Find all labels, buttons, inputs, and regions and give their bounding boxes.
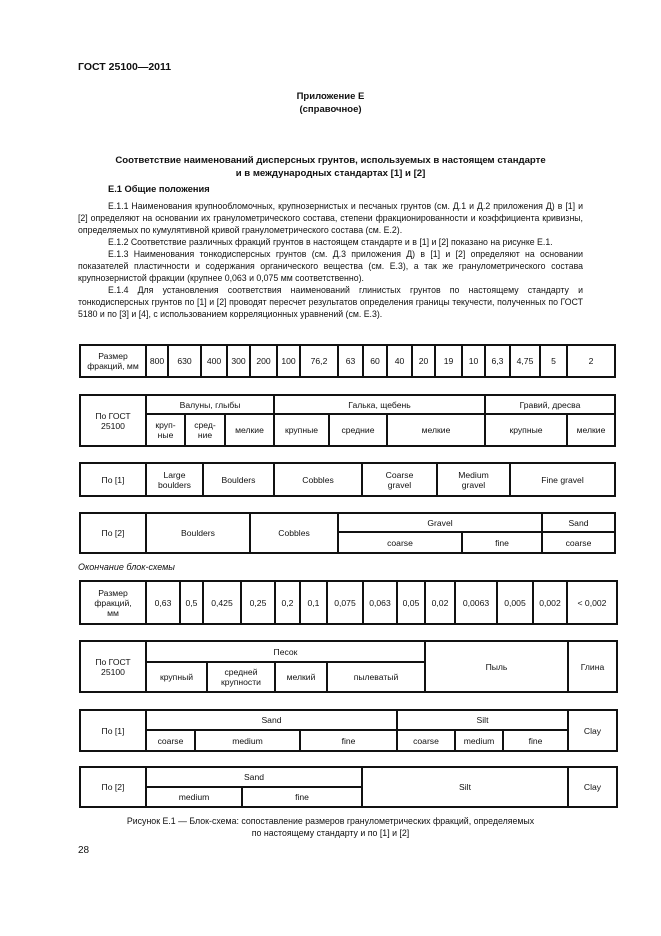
group-cell: Валуны, глыбы (145, 394, 275, 415)
row-label: По [2] (79, 766, 147, 808)
size-cell: 0,002 (532, 580, 568, 625)
size-cell: 0,5 (179, 580, 204, 625)
size-cell: 5 (539, 344, 568, 378)
size-cell: 0,425 (202, 580, 242, 625)
subgroup-cell: крупный (145, 661, 208, 693)
fraction-cell: Large boulders (145, 462, 204, 497)
size-cell: 0,2 (274, 580, 301, 625)
fraction-cell: Fine gravel (509, 462, 616, 497)
paragraphs (78, 200, 583, 320)
size-cell: 60 (362, 344, 388, 378)
row-label: По [1] (79, 709, 147, 752)
subgroup-cell: fine (461, 531, 543, 554)
size-cell: 6,3 (484, 344, 511, 378)
group-cell: Глина (567, 640, 618, 693)
size-cell: 19 (434, 344, 463, 378)
size-cell: 0,005 (496, 580, 534, 625)
paragraph: Е.1.2 Соответствие различных фракций грунтов в настоящем стандарте и в [1] и [2] показано на рисунке Е.1. (108, 237, 553, 247)
continuation-label: Окончание блок-схемы (78, 562, 175, 572)
group-cell: Sand (541, 512, 616, 533)
size-cell: 100 (276, 344, 301, 378)
subgroup-cell: medium (454, 729, 504, 752)
group-cell: Gravel (337, 512, 543, 533)
size-cell: 300 (226, 344, 251, 378)
subgroup-cell: coarse (541, 531, 616, 554)
figure-caption (78, 815, 583, 839)
paragraph: Е.1.3 Наименования тонкодисперсных грунтов (см. Д.3 приложения Д) в [1] и [2] определяют на основании показателей пластичности и содержания органического вещества (см. Е.3), а так же гранулометрического состава крупнозернистой фракции (крупнее 0,063 и 0,075 мм соответственно). (78, 249, 583, 283)
page-number: 28 (78, 845, 90, 856)
fraction-cell: Coarse gravel (361, 462, 438, 497)
subgroup-cell: мелкие (566, 413, 616, 447)
size-cell: 10 (461, 344, 486, 378)
subgroup-cell: крупные (273, 413, 330, 447)
size-cell: 0,02 (424, 580, 456, 625)
caption-line-2: по настоящему стандарту и по [1] и [2] (251, 828, 410, 838)
fraction-cell: Cobbles (273, 462, 363, 497)
group-cell: Галька, щебень (273, 394, 486, 415)
size-cell: 0,63 (145, 580, 181, 625)
row-label: По ГОСТ 25100 (79, 394, 147, 447)
size-cell: < 0,002 (566, 580, 618, 625)
size-cell: 400 (200, 344, 228, 378)
size-cell: 4,75 (509, 344, 541, 378)
size-cell: 40 (386, 344, 413, 378)
size-cell: 0,05 (396, 580, 426, 625)
row-label: По [2] (79, 512, 147, 554)
subgroup-cell: мелкий (274, 661, 328, 693)
subgroup-cell: средние (328, 413, 388, 447)
section-title-line-1: Соответствие наименований дисперсных грунтов, используемых в настоящем стандарте (115, 155, 546, 166)
size-cell: 0,075 (326, 580, 364, 625)
caption-line-1: Рисунок Е.1 — Блок-схема: сопоставление размеров гранулометрических фракций, определяемых (126, 816, 535, 826)
row-label: По [1] (79, 462, 147, 497)
size-cell: 20 (411, 344, 436, 378)
subgroup-cell: сред- ние (184, 413, 226, 447)
size-cell: 0,063 (362, 580, 398, 625)
group-cell: Sand (145, 709, 398, 731)
group-cell: Гравий, дресва (484, 394, 616, 415)
appendix-subtitle: (справочное) (299, 104, 362, 115)
section-title-line-2: и в международных стандартах [1] и [2] (235, 168, 426, 179)
size-cell: 0,0063 (454, 580, 498, 625)
paragraph: Е.1.1 Наименования крупнообломочных, крупнозернистых и песчаных грунтов (см. Д.1 и Д.2 приложения Д) в [1] и [2] определяют на основании их гранулометрического состава, степени фракционированности и коэффициента кривизны, определяемых по кумулятивной кривой гранулометрического состава (см. Е.2). (78, 201, 583, 235)
subgroup-cell: круп- ные (145, 413, 186, 447)
document-code: ГОСТ 25100—2011 (78, 61, 172, 73)
subgroup-cell: coarse (396, 729, 456, 752)
size-cell: 200 (249, 344, 278, 378)
subgroup-cell: medium (194, 729, 301, 752)
row-label: По ГОСТ 25100 (79, 640, 147, 693)
subgroup-cell: coarse (337, 531, 463, 554)
size-cell: 0,25 (240, 580, 276, 625)
subgroup-cell: мелкие (224, 413, 275, 447)
subsection-heading: Е.1 Общие положения (108, 184, 210, 194)
size-cell: 76,2 (299, 344, 339, 378)
subgroup-cell: крупные (484, 413, 568, 447)
row-label: Размер фракций, мм (79, 580, 147, 625)
section-title (78, 154, 583, 180)
subgroup-cell: medium (145, 786, 243, 808)
group-cell: Silt (396, 709, 569, 731)
subgroup-cell: fine (241, 786, 363, 808)
fraction-cell: Cobbles (249, 512, 339, 554)
group-cell: Clay (567, 709, 618, 752)
size-cell: 0,1 (299, 580, 328, 625)
subgroup-cell: fine (299, 729, 398, 752)
subgroup-cell: coarse (145, 729, 196, 752)
size-cell: 800 (145, 344, 169, 378)
group-cell: Песок (145, 640, 426, 663)
group-cell: Пыль (424, 640, 569, 693)
row-label: Размер фракций, мм (79, 344, 147, 378)
paragraph: Е.1.4 Для установления соответствия наименований глинистых грунтов по настоящему стандарту и тонкодисперсных грунтов по [1] и [2] проводят пересчет результатов определения границы текучести, полученных по ГОСТ 5180 и по [3] и [4], с использованием корреляционных уравнений (см. Е.3). (78, 285, 583, 319)
subgroup-cell: пылеватый (326, 661, 426, 693)
subgroup-cell: fine (502, 729, 569, 752)
size-cell: 63 (337, 344, 364, 378)
group-cell: Sand (145, 766, 363, 788)
group-cell: Clay (567, 766, 618, 808)
subgroup-cell: средней крупности (206, 661, 276, 693)
group-cell: Silt (361, 766, 569, 808)
fraction-cell: Boulders (202, 462, 275, 497)
fraction-cell: Boulders (145, 512, 251, 554)
subgroup-cell: мелкие (386, 413, 486, 447)
size-cell: 630 (167, 344, 202, 378)
size-cell: 2 (566, 344, 616, 378)
appendix-title: Приложение Е (296, 91, 365, 102)
fraction-cell: Medium gravel (436, 462, 511, 497)
